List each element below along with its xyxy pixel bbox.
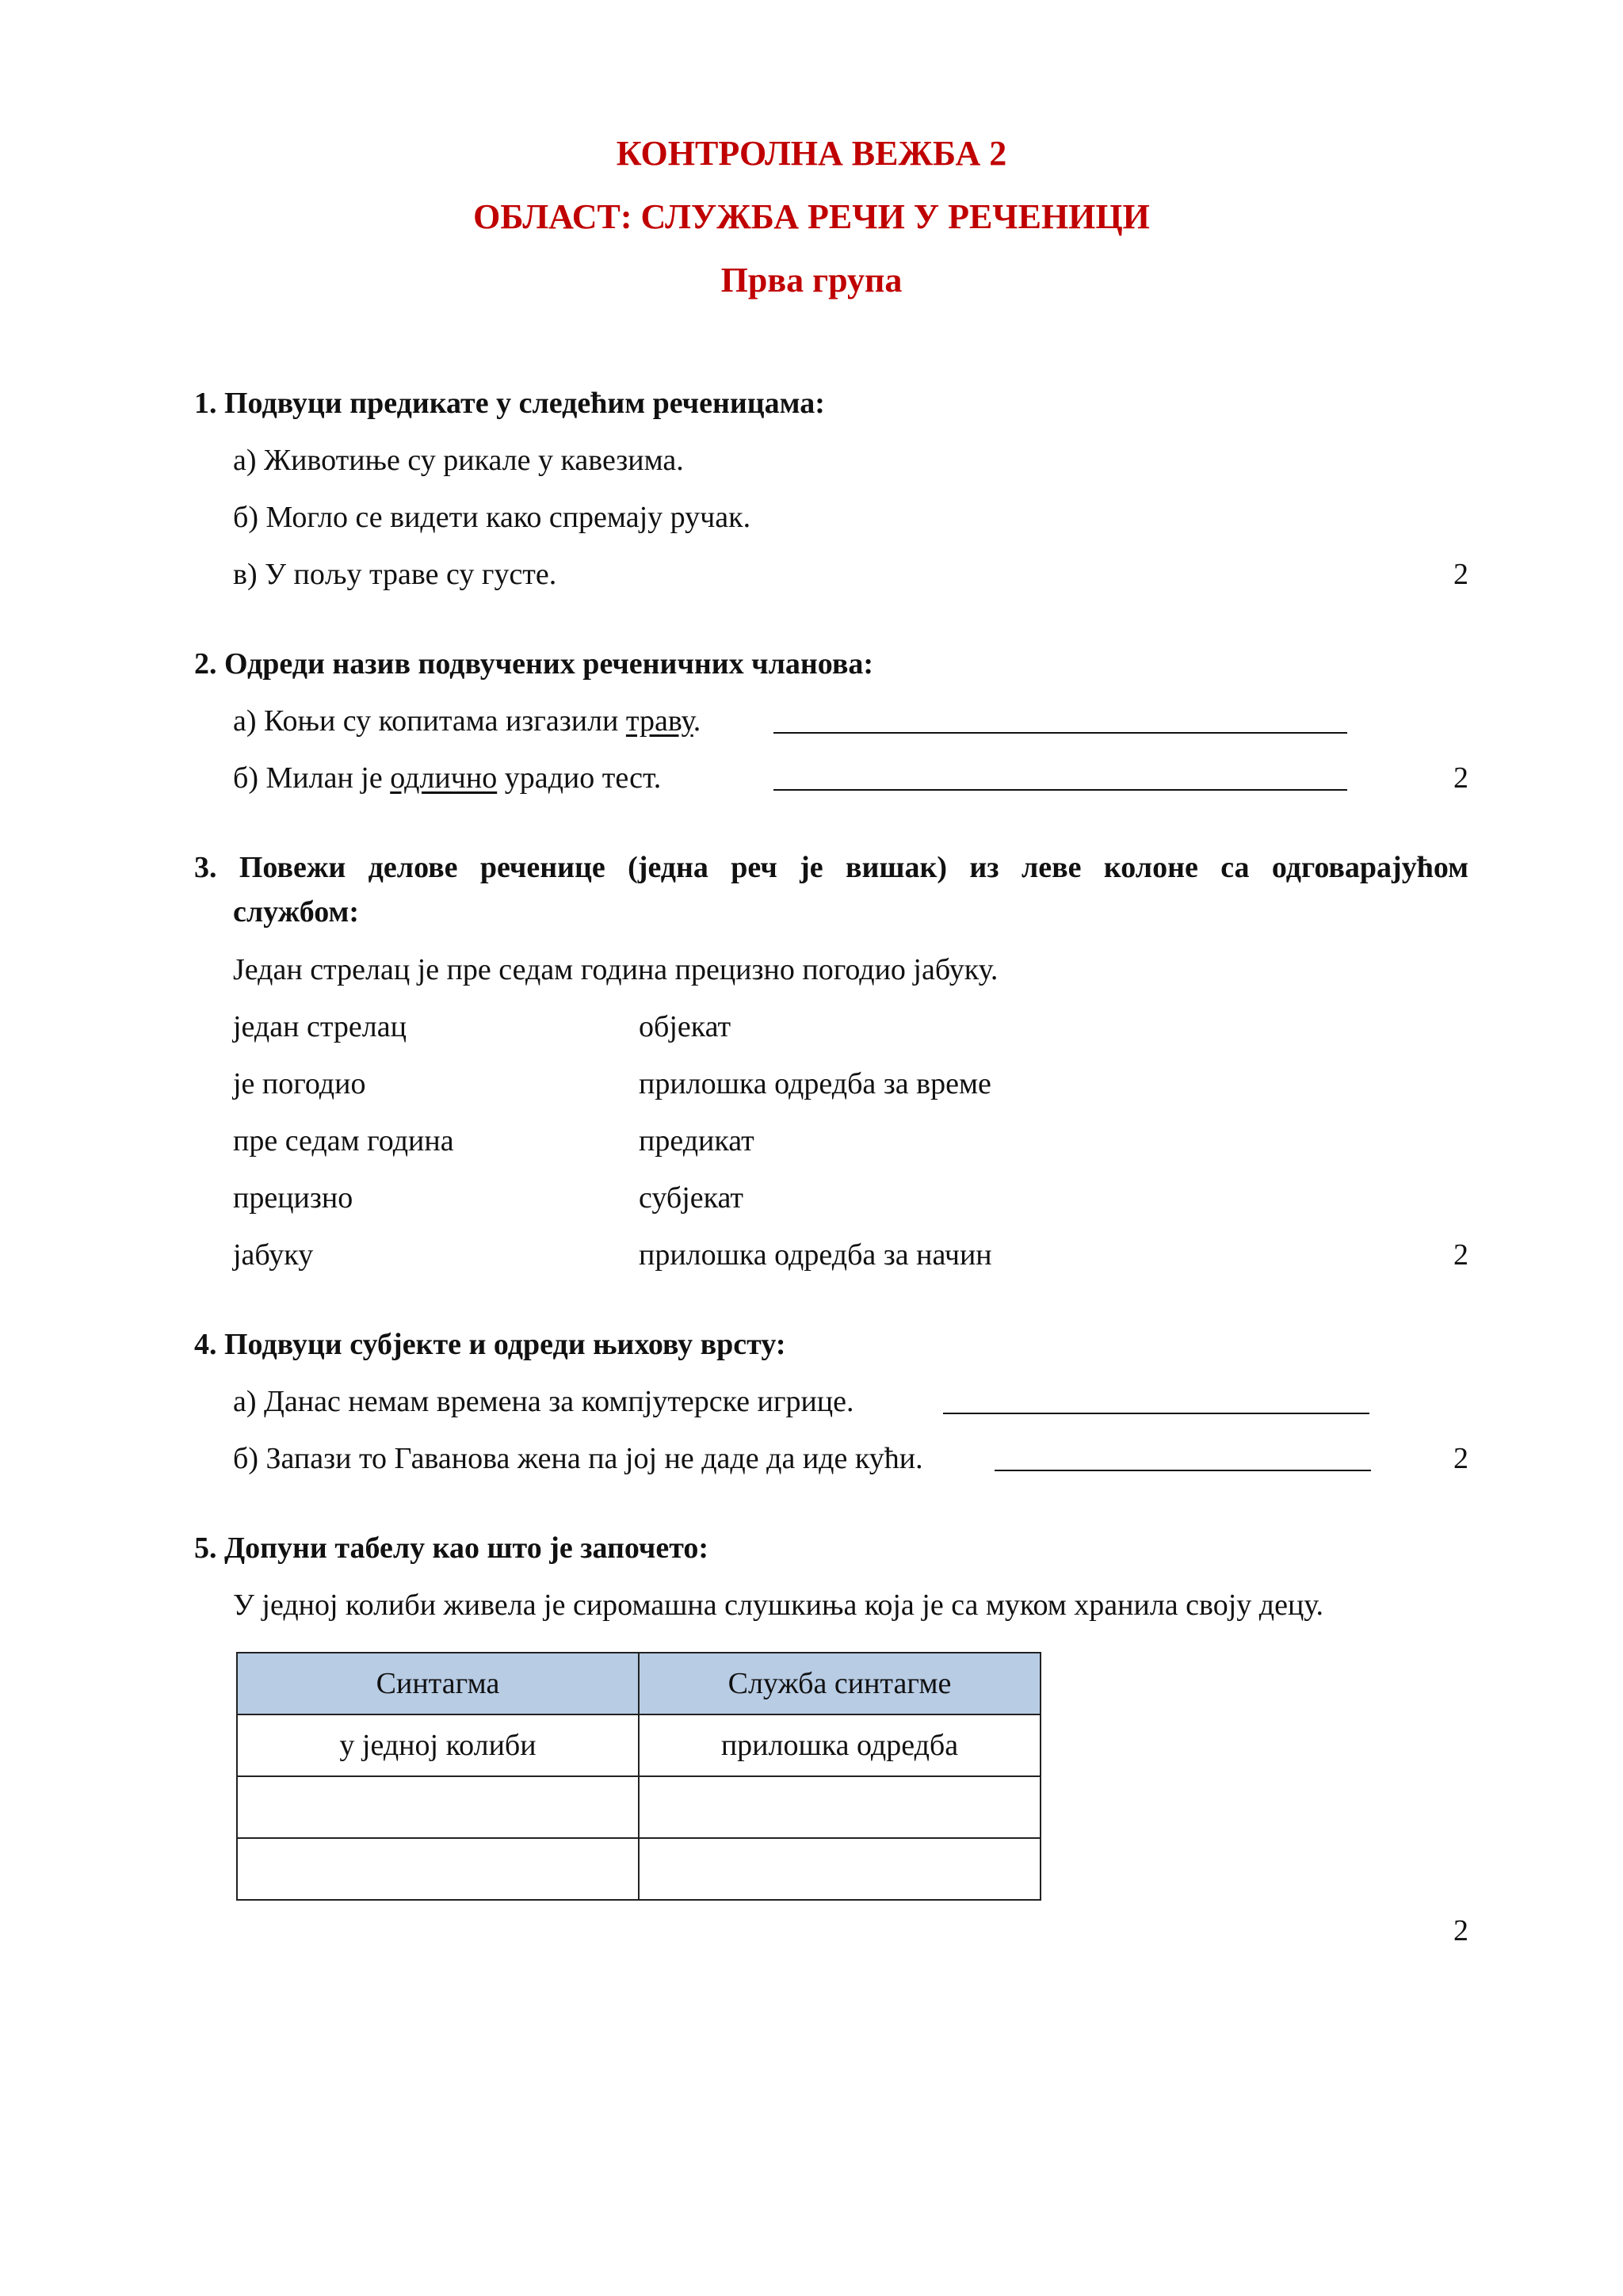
answer-blank-4b[interactable]: [995, 1441, 1371, 1475]
table-cell: у једној колиби: [237, 1714, 639, 1776]
left-column-item[interactable]: прецизно: [233, 1181, 353, 1215]
question-2-sentence-a: [233, 704, 701, 738]
table-cell-empty[interactable]: [639, 1776, 1041, 1838]
question-4-score: 2: [1453, 1442, 1468, 1475]
sentence-text: а) Коњи су копитама изгазили: [233, 704, 626, 738]
left-column-item[interactable]: јабуку: [233, 1238, 314, 1272]
question-3-score: 2: [1453, 1238, 1468, 1272]
sentence-text: урадио тест.: [497, 761, 662, 795]
sentence-text: б) Милан је: [233, 761, 391, 795]
question-1-sentence-b: б) Могло се видети како спремају ручак.: [233, 501, 751, 534]
question-1-sentence-a: а) Животиње су рикале у кавезима.: [233, 444, 684, 477]
question-2-sentence-b: [233, 761, 661, 795]
right-column-item[interactable]: прилошка одредба за начин: [639, 1238, 992, 1272]
right-column-item[interactable]: предикат: [639, 1124, 754, 1158]
question-4-sentence-a: а) Данас немам времена за компјутерске игрице.: [233, 1385, 854, 1418]
question-5-sentence: У једној колиби живела је сиромашна слушкиња која је са муком хранила своју децу.: [233, 1589, 1323, 1622]
underlined-word: траву: [625, 704, 693, 738]
sentence-text: .: [693, 704, 701, 738]
column-header-syntagm: Синтагма: [237, 1653, 639, 1714]
left-column-item[interactable]: је погодио: [233, 1067, 366, 1100]
right-column-item[interactable]: прилошка одредба за време: [639, 1067, 991, 1100]
question-1-score: 2: [1453, 558, 1468, 591]
table-row: [237, 1838, 1041, 1900]
syntagm-table: [236, 1652, 1041, 1901]
underlined-word: одлично: [390, 761, 498, 795]
left-column-item[interactable]: пре седам година: [233, 1124, 454, 1158]
right-column-item[interactable]: субјекат: [639, 1181, 743, 1215]
question-3-heading: 3. Повежи делове реченице (једна реч је вишак) из леве колоне са одговарајућом: [194, 851, 1468, 884]
table-cell-empty[interactable]: [639, 1838, 1041, 1900]
question-4-heading: 4. Подвуци субјекте и одреди њихову врсту:: [194, 1328, 786, 1361]
table-row: [237, 1714, 1041, 1776]
question-5-score: 2: [1453, 1914, 1468, 1947]
answer-blank-2a[interactable]: [773, 704, 1347, 738]
question-5-heading: 5. Допуни табелу као што је започето:: [194, 1531, 709, 1565]
table-header-row: [237, 1653, 1041, 1714]
table-row: [237, 1776, 1041, 1838]
column-header-function: Служба синтагме: [639, 1653, 1041, 1714]
worksheet-title: КОНТРОЛНА ВЕЖБА 2: [616, 134, 1007, 173]
worksheet-area: ОБЛАСТ: СЛУЖБА РЕЧИ У РЕЧЕНИЦИ: [473, 197, 1150, 236]
answer-blank-2b[interactable]: [773, 761, 1347, 795]
table-cell-empty[interactable]: [237, 1776, 639, 1838]
table-cell-empty[interactable]: [237, 1838, 639, 1900]
question-3-heading-cont: службом:: [233, 895, 360, 929]
question-2-score: 2: [1453, 761, 1468, 795]
right-column-item[interactable]: објекат: [639, 1010, 731, 1043]
answer-blank-4a[interactable]: [943, 1384, 1369, 1418]
left-column-item[interactable]: један стрелац: [233, 1010, 407, 1043]
question-3-sentence: Један стрелац је пре седам година прецизно погодио јабуку.: [233, 953, 999, 986]
question-2-heading: 2. Одреди назив подвучених реченичних чланова:: [194, 647, 874, 681]
question-1-heading: 1. Подвуци предикате у следећим реченицама:: [194, 387, 825, 420]
table-cell: прилошка одредба: [639, 1714, 1041, 1776]
question-4-sentence-b: б) Запази то Гаванова жена па јој не даде да иде кући.: [233, 1442, 923, 1475]
worksheet-group: Прва група: [720, 261, 903, 299]
question-1-sentence-c: в) У пољу траве су густе.: [233, 558, 557, 591]
